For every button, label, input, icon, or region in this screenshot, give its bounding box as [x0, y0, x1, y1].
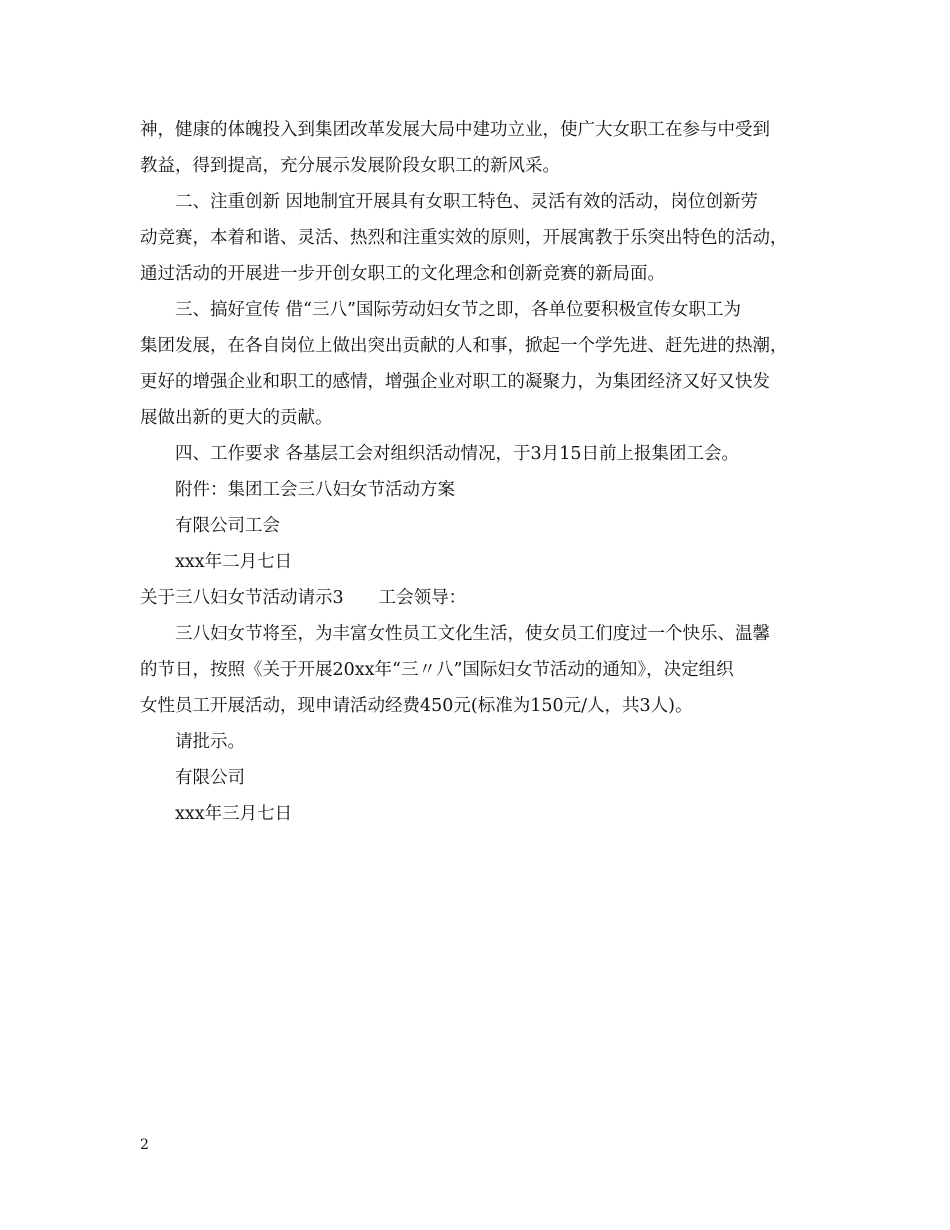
section-heading: 关于三八妇女节活动请示3 工会领导：: [140, 588, 467, 608]
signature-date: xxx年二月七日: [175, 552, 293, 572]
paragraph-line: 二、注重创新 因地制宜开展具有女职工特色、灵活有效的活动，岗位创新劳: [175, 192, 759, 212]
paragraph-line: 通过活动的开展进一步开创女职工的文化理念和创新竞赛的新局面。: [140, 264, 665, 284]
signature-organization: 有限公司: [175, 768, 245, 788]
paragraph-line: 展做出新的更大的贡献。: [140, 408, 333, 428]
page-number: 2: [140, 1137, 149, 1153]
paragraph-line: 三八妇女节将至，为丰富女性员工文化生活，使女员工们度过一个快乐、温馨: [175, 624, 770, 644]
paragraph-line: 四、工作要求 各基层工会对组织活动情况，于3月15日前上报集团工会。: [175, 444, 739, 464]
request-line: 请批示。: [175, 732, 245, 752]
paragraph-line: 的节日，按照《关于开展20xx年“三〃八”国际妇女节活动的通知》，决定组织: [140, 660, 734, 680]
paragraph-line: 集团发展，在各自岗位上做出突出贡献的人和事，掀起一个学先进、赶先进的热潮，: [140, 336, 788, 356]
attachment-line: 附件：集团工会三八妇女节活动方案: [175, 480, 455, 500]
signature-date: xxx年三月七日: [175, 804, 293, 824]
paragraph-line: 三、搞好宣传 借“三八”国际劳动妇女节之即，各单位要积极宣传女职工为: [175, 300, 741, 320]
paragraph-line: 更好的增强企业和职工的感情，增强企业对职工的凝聚力，为集团经济又好又快发: [140, 372, 770, 392]
paragraph-line: 动竞赛，本着和谐、灵活、热烈和注重实效的原则，开展寓教于乐突出特色的活动，: [140, 228, 788, 248]
signature-organization: 有限公司工会: [175, 516, 280, 536]
paragraph-line: 神，健康的体魄投入到集团改革发展大局中建功立业，使广大女职工在参与中受到: [140, 120, 770, 140]
paragraph-line: 教益，得到提高，充分展示发展阶段女职工的新风采。: [140, 156, 560, 176]
paragraph-line: 女性员工开展活动，现申请活动经费450元(标准为150元/人，共3人)。: [140, 696, 693, 716]
